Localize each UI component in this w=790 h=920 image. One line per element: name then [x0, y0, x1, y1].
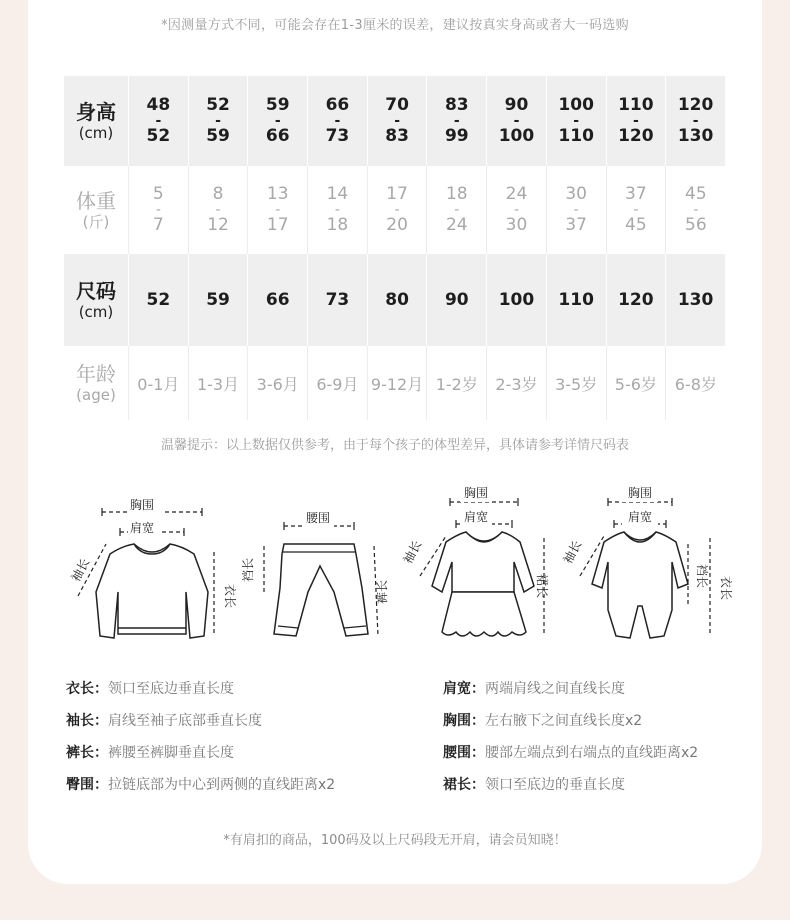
- range-low: 17: [386, 184, 408, 204]
- top-chest-label: 胸围: [129, 498, 155, 512]
- definition-item: [443, 742, 698, 774]
- definition-term: 臀围: [66, 777, 94, 793]
- row-unit: (cm): [78, 124, 114, 142]
- table-cell: [248, 76, 308, 166]
- table-cell: 59: [188, 254, 248, 346]
- romper-chest-label: 胸围: [627, 486, 653, 500]
- table-cell: 90: [427, 254, 487, 346]
- range-high: 24: [445, 215, 468, 235]
- table-cell: [427, 166, 487, 254]
- range-low: 45: [685, 184, 707, 204]
- top-shoulder-label: 肩宽: [129, 521, 155, 535]
- romper-rise-label: 裆长: [695, 563, 709, 589]
- top-note: *因测量方式不同，可能会存在1-3厘米的误差，建议按真实身高或者大一码选购: [161, 18, 629, 33]
- range-dash: -: [275, 202, 281, 218]
- table-cell: [487, 76, 547, 166]
- range-high: 56: [685, 215, 707, 235]
- range-high: 37: [565, 215, 587, 235]
- range-high: 45: [625, 215, 647, 235]
- table-row-height: [64, 76, 726, 166]
- top-sleeve-label: 袖长: [68, 556, 93, 585]
- table-cell: 6-8岁: [666, 346, 726, 420]
- table-cell: 52: [129, 254, 189, 346]
- row-unit: (cm): [78, 303, 114, 321]
- range-high: 110: [558, 126, 594, 146]
- table-cell: 0-1月: [129, 346, 189, 420]
- table-cell: [546, 76, 606, 166]
- definition-desc: 裤腰至裤脚垂直长度: [108, 745, 234, 761]
- range-low: 120: [677, 95, 714, 115]
- table-cell: 1-3月: [188, 346, 248, 420]
- table-cell: 110: [546, 254, 606, 346]
- table-cell: 5-6岁: [606, 346, 666, 420]
- row-unit: (age): [76, 386, 116, 404]
- table-cell: [427, 76, 487, 166]
- dress-shoulder-label: 肩宽: [463, 510, 489, 524]
- row-label: 年龄: [76, 362, 116, 386]
- pants-length-label: 裤长: [375, 579, 389, 605]
- romper-shoulder-label: 肩宽: [627, 510, 653, 524]
- range-low: 18: [445, 184, 468, 204]
- table-cell: 130: [666, 254, 726, 346]
- definition-item: [66, 742, 335, 774]
- definition-term: 腰围: [443, 745, 471, 761]
- range-low: 5: [152, 184, 164, 204]
- range-dash: -: [633, 202, 639, 218]
- range-high: 100: [498, 126, 535, 146]
- range-low: 37: [625, 184, 647, 204]
- row-header-age: [64, 346, 129, 420]
- range-dash: -: [513, 202, 519, 218]
- table-cell: 9-12月: [367, 346, 427, 420]
- range-dash: -: [453, 113, 460, 129]
- definition-colon: ：: [471, 777, 485, 793]
- range-low: 24: [505, 184, 528, 204]
- range-dash: -: [394, 202, 400, 218]
- range-low: 30: [565, 184, 587, 204]
- definition-item: [443, 710, 698, 742]
- pants-rise-label: 裆长: [241, 557, 255, 583]
- range-dash: -: [632, 113, 639, 129]
- range-high: 18: [326, 215, 349, 235]
- table-row-size: [64, 254, 726, 346]
- range-low: 83: [444, 95, 469, 115]
- range-dash: -: [692, 113, 699, 129]
- range-dash: -: [454, 202, 460, 218]
- range-dash: -: [155, 202, 161, 218]
- row-label: 尺码: [76, 279, 116, 303]
- definitions-left: [66, 678, 335, 806]
- range-low: 8: [212, 184, 224, 204]
- definition-desc: 两端肩线之间直线长度: [485, 681, 625, 697]
- row-header-height: [64, 76, 129, 166]
- table-cell: 80: [367, 254, 427, 346]
- table-cell: [367, 76, 427, 166]
- definition-colon: ：: [471, 681, 485, 697]
- range-high: 59: [206, 126, 230, 146]
- table-cell: [308, 76, 368, 166]
- row-header-size: [64, 254, 129, 346]
- tip-text: 温馨提示：以上数据仅供参考，由于每个孩子的体型差异，具体请参考详情尺码表: [160, 438, 629, 453]
- table-cell: [188, 76, 248, 166]
- table-cell: [308, 166, 368, 254]
- range-dash: -: [334, 202, 340, 218]
- definition-desc: 肩线至袖子底部垂直长度: [108, 713, 262, 729]
- range-dash: -: [155, 113, 162, 129]
- range-high: 7: [152, 215, 164, 235]
- table-cell: 3-5岁: [546, 346, 606, 420]
- definition-colon: ：: [94, 777, 108, 793]
- range-low: 66: [325, 95, 350, 115]
- definition-desc: 领口至底边的垂直长度: [485, 777, 625, 793]
- table-cell: [666, 166, 726, 254]
- table-cell: [487, 166, 547, 254]
- dress-sleeve-label: 袖长: [400, 538, 425, 567]
- range-dash: -: [215, 202, 221, 218]
- range-dash: -: [334, 113, 341, 129]
- range-low: 48: [146, 95, 171, 115]
- range-dash: -: [693, 202, 699, 218]
- range-low: 52: [206, 95, 230, 115]
- table-row-weight: [64, 166, 726, 254]
- table-cell: [248, 166, 308, 254]
- range-high: 52: [146, 126, 171, 146]
- range-high: 66: [265, 126, 290, 146]
- definition-desc: 拉链底部为中心到两侧的直线距离x2: [108, 777, 336, 793]
- romper-length-label: 衣长: [719, 575, 733, 601]
- table-cell: 3-6月: [248, 346, 308, 420]
- range-low: 59: [265, 95, 290, 115]
- row-label: 体重: [76, 189, 116, 213]
- range-high: 99: [444, 126, 469, 146]
- top-length-label: 衣长: [223, 583, 237, 609]
- range-dash: -: [394, 113, 400, 129]
- definition-term: 肩宽: [443, 681, 471, 697]
- table-cell: [606, 166, 666, 254]
- top-illustration: [62, 488, 242, 648]
- bottom-note: *有肩扣的商品，100码及以上尺码段无开肩，请会员知晓！: [223, 833, 567, 848]
- definition-term: 裙长: [443, 777, 471, 793]
- table-cell: 6-9月: [308, 346, 368, 420]
- definition-desc: 领口至底边垂直长度: [108, 681, 234, 697]
- definition-colon: ：: [94, 745, 108, 761]
- definition-term: 袖长: [66, 713, 94, 729]
- range-high: 130: [677, 126, 714, 146]
- definition-term: 裤长: [66, 745, 94, 761]
- table-row-age: [64, 346, 726, 420]
- definition-colon: ：: [471, 745, 485, 761]
- definition-colon: ：: [94, 681, 108, 697]
- range-high: 17: [266, 215, 289, 235]
- pants-waist-label: 腰围: [305, 511, 331, 525]
- table-cell: 73: [308, 254, 368, 346]
- range-low: 90: [504, 95, 529, 115]
- table-cell: 2-3岁: [487, 346, 547, 420]
- range-low: 13: [266, 184, 289, 204]
- dress-chest-label: 胸围: [463, 486, 489, 500]
- size-table: [64, 76, 726, 420]
- definition-desc: 腰部左端点到右端点的直线距离x2: [485, 745, 699, 761]
- range-high: 20: [386, 215, 408, 235]
- range-high: 12: [207, 215, 229, 235]
- dress-length-label: 裙长: [535, 573, 549, 599]
- range-high: 120: [618, 126, 654, 146]
- table-cell: [367, 166, 427, 254]
- range-high: 73: [325, 126, 350, 146]
- definition-item: [66, 678, 335, 710]
- range-low: 70: [385, 95, 409, 115]
- table-cell: 66: [248, 254, 308, 346]
- range-high: 30: [505, 215, 528, 235]
- definition-item: [66, 710, 335, 742]
- range-low: 14: [326, 184, 349, 204]
- range-dash: -: [573, 113, 580, 129]
- row-header-weight: [64, 166, 129, 254]
- table-cell: [606, 76, 666, 166]
- table-cell: [188, 166, 248, 254]
- romper-sleeve-label: 袖长: [560, 538, 585, 567]
- range-dash: -: [573, 202, 579, 218]
- range-low: 110: [618, 95, 654, 115]
- table-cell: 120: [606, 254, 666, 346]
- definition-item: [66, 774, 335, 806]
- definition-term: 衣长: [66, 681, 94, 697]
- table-cell: [129, 76, 189, 166]
- definition-item: [443, 774, 698, 806]
- range-dash: -: [215, 113, 221, 129]
- pants-illustration: [238, 488, 398, 648]
- table-cell: [666, 76, 726, 166]
- table-cell: 100: [487, 254, 547, 346]
- table-cell: [546, 166, 606, 254]
- table-cell: 1-2岁: [427, 346, 487, 420]
- range-low: 100: [558, 95, 594, 115]
- definition-desc: 左右腋下之间直线长度x2: [485, 713, 643, 729]
- definition-item: [443, 678, 698, 710]
- definition-colon: ：: [471, 713, 485, 729]
- dress-illustration: [396, 476, 566, 648]
- range-dash: -: [274, 113, 281, 129]
- range-dash: -: [513, 113, 520, 129]
- definition-colon: ：: [94, 713, 108, 729]
- definition-term: 胸围: [443, 713, 471, 729]
- range-high: 83: [385, 126, 409, 146]
- romper-illustration: [560, 476, 740, 648]
- table-cell: [129, 166, 189, 254]
- row-unit: (斤): [82, 213, 110, 231]
- definitions-right: [443, 678, 698, 806]
- row-label: 身高: [76, 100, 116, 124]
